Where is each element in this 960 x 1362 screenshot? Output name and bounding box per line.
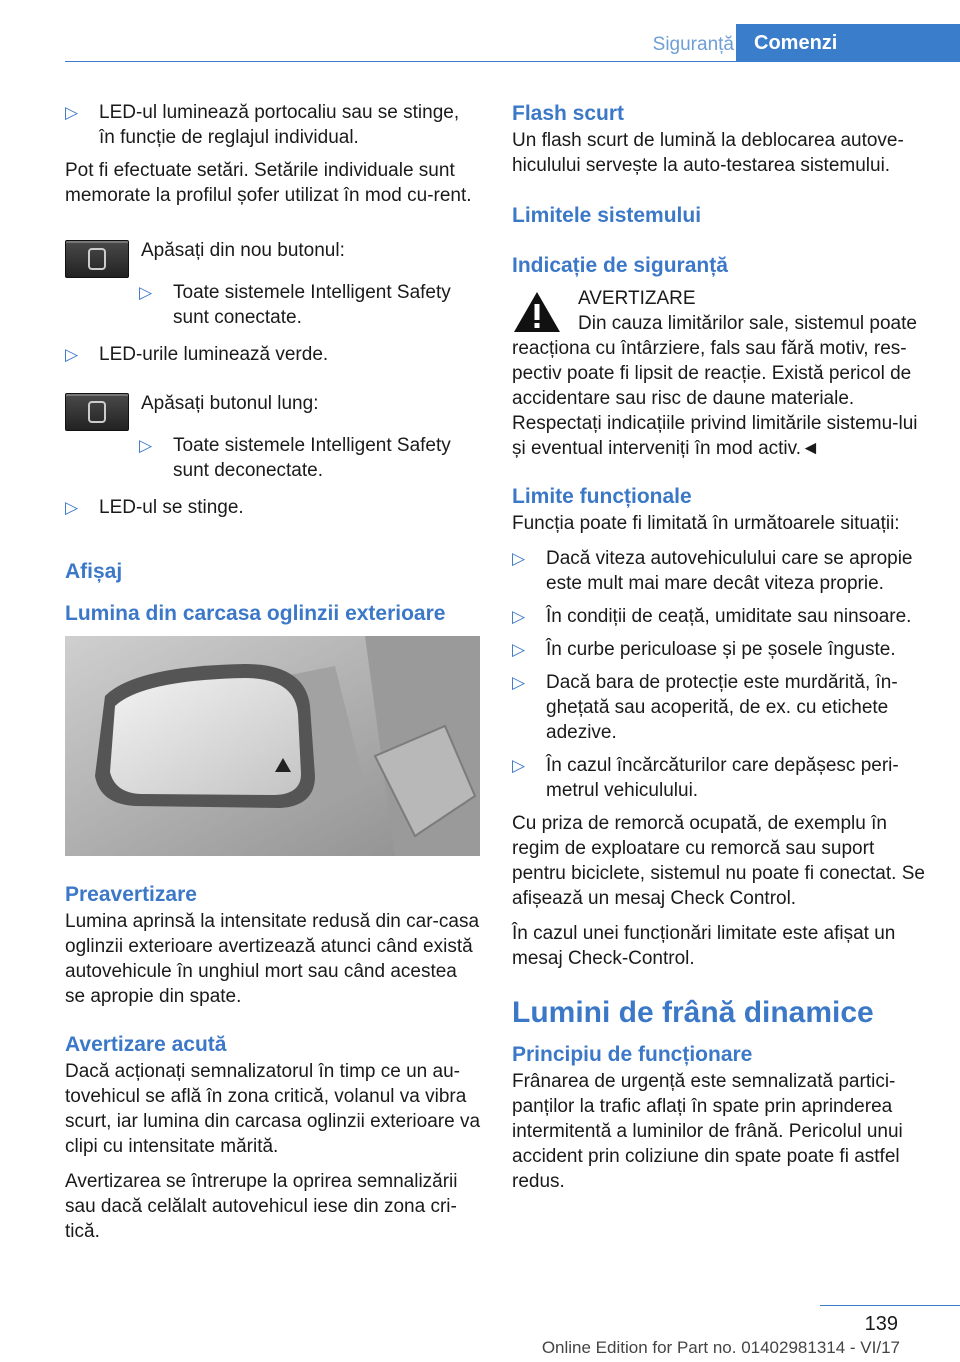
heading-limits: Limitele sistemului [512, 204, 702, 227]
triangle-bullet-icon: ▷ [512, 607, 526, 626]
instruction-text: Apăsați butonul lung: [141, 393, 319, 414]
paragraph: Lumina aprinsă la intensitate redusă din car-casa oglinzii exterioare avertizează atunci când există autovehicule în unghiul mort sau când acestea se apropie din spate. [65, 911, 480, 1007]
heading-principle: Principiu de funcționare [512, 1043, 753, 1066]
paragraph: Funcția poate fi limitată în următoarele situații: [512, 513, 900, 534]
triangle-bullet-icon: ▷ [139, 283, 153, 302]
triangle-bullet-icon: ▷ [512, 673, 526, 692]
footer-edition: Online Edition for Part no. 01402981314 - VI/17 [541, 1338, 900, 1357]
list-item [139, 433, 480, 483]
paragraph: Cu priza de remorcă ocupată, de exemplu în regim de exploatare cu remorcă sau suport pentru biciclete, sistemul nu poate fi conectat. Se afișează un mesaj Check Control. [512, 813, 925, 909]
instruction-text: Apăsați din nou butonul: [141, 240, 345, 261]
heading-display: Afișaj [65, 560, 123, 583]
list-item-text: În condiții de ceață, umiditate sau ninsoare. [546, 606, 912, 627]
button-instruction [65, 391, 480, 431]
safety-button-icon [65, 393, 129, 431]
header-chapter: Comenzi [736, 24, 960, 62]
button-instruction [65, 238, 480, 278]
header-rule [65, 61, 960, 62]
heading-functional-limits: Limite funcționale [512, 485, 692, 508]
page-number: 139 [864, 1313, 898, 1335]
triangle-bullet-icon: ▷ [65, 345, 79, 364]
paragraph: În cazul unei funcționări limitate este afișat un mesaj Check-Control. [512, 923, 896, 969]
list-item [512, 670, 927, 745]
list-item-text: LED-ul luminează portocaliu sau se stinge, în funcție de reglajul individual. [99, 102, 460, 148]
list-item-text: Toate sistemele Intelligent Safety sunt conectate. [173, 282, 451, 328]
right-column [512, 100, 927, 1204]
warning-block [512, 286, 927, 461]
list-item-text: LED-ul se stinge. [99, 497, 244, 518]
warning-text: reacționa cu întârziere, fals sau fără motiv, res-pectiv poate fi lipsit de reacție. Există pericol de accidentare sau risc de daune materiale. Respectați indicațiile privind limitările sistemu-lui și eventual interveniți în mod activ.◄ [512, 338, 918, 459]
triangle-bullet-icon: ▷ [65, 103, 79, 122]
heading-safety-note: Indicație de siguranță [512, 254, 728, 277]
paragraph: Pot fi efectuate setări. Setările individuale sunt memorate la profilul șofer utilizat în mod cu-rent. [65, 160, 472, 206]
list-item-text: Dacă bara de protecție este murdărită, în-ghețată sau acoperită, de ex. cu etichete adezive. [546, 672, 898, 743]
triangle-bullet-icon: ▷ [512, 640, 526, 659]
header-section: Siguranță [652, 34, 734, 55]
list-item-text: LED-urile luminează verde. [99, 344, 329, 365]
list-item [512, 546, 927, 596]
list-item [512, 604, 927, 629]
list-item [139, 280, 480, 330]
list-item-text: În cazul încărcăturilor care depășesc peri-metrul vehiculului. [546, 755, 899, 801]
heading-dynamic-brake-lights: Lumini de frână dinamice [512, 996, 874, 1029]
paragraph: Dacă acționați semnalizatorul în timp ce un au-tovehicul se află în zona critică, volanul va vibra scurt, iar lumina din carcasa oglinzii exterioare va clipi cu intensitate mărită. [65, 1061, 481, 1157]
list-item [65, 100, 480, 150]
list-item-text: În curbe periculoase și pe șosele înguste. [546, 639, 896, 660]
footer-rule [820, 1305, 960, 1306]
heading-mirror-light: Lumina din carcasa oglinzii exterioare [65, 602, 446, 625]
list-item-text: Dacă viteza autovehiculului care se apropie este mult mai mare decât viteza proprie. [546, 548, 913, 594]
list-item [65, 342, 480, 367]
paragraph: Frânarea de urgență este semnalizată partici-panților la trafic aflați în spate prin aprinderea intermitentă a luminilor de frână. Pericolul unui accident prin coliziune din spate poate fi astfel redus. [512, 1071, 903, 1192]
triangle-bullet-icon: ▷ [139, 436, 153, 455]
paragraph: Avertizarea se întrerupe la oprirea semnalizării sau dacă celălalt autovehicul iese din zona cri-tică. [65, 1171, 458, 1242]
mirror-photo [65, 636, 480, 856]
warning-text: Din cauza limitărilor sale, sistemul poate [578, 313, 917, 334]
left-column [65, 100, 480, 1254]
list-item-text: Toate sistemele Intelligent Safety sunt deconectate. [173, 435, 451, 481]
triangle-bullet-icon: ▷ [65, 498, 79, 517]
list-item [512, 753, 927, 803]
triangle-bullet-icon: ▷ [512, 756, 526, 775]
paragraph: Un flash scurt de lumină la deblocarea autove-hiculului servește la auto-testarea sistemului. [512, 130, 904, 176]
heading-prewarning: Preavertizare [65, 883, 197, 906]
list-item [512, 637, 927, 662]
heading-acute-warning: Avertizare acută [65, 1033, 227, 1056]
safety-button-icon [65, 240, 129, 278]
warning-triangle-icon [512, 290, 562, 334]
list-item [65, 495, 480, 520]
triangle-bullet-icon: ▷ [512, 549, 526, 568]
heading-flash: Flash scurt [512, 102, 625, 125]
warning-title: AVERTIZARE [578, 288, 696, 309]
